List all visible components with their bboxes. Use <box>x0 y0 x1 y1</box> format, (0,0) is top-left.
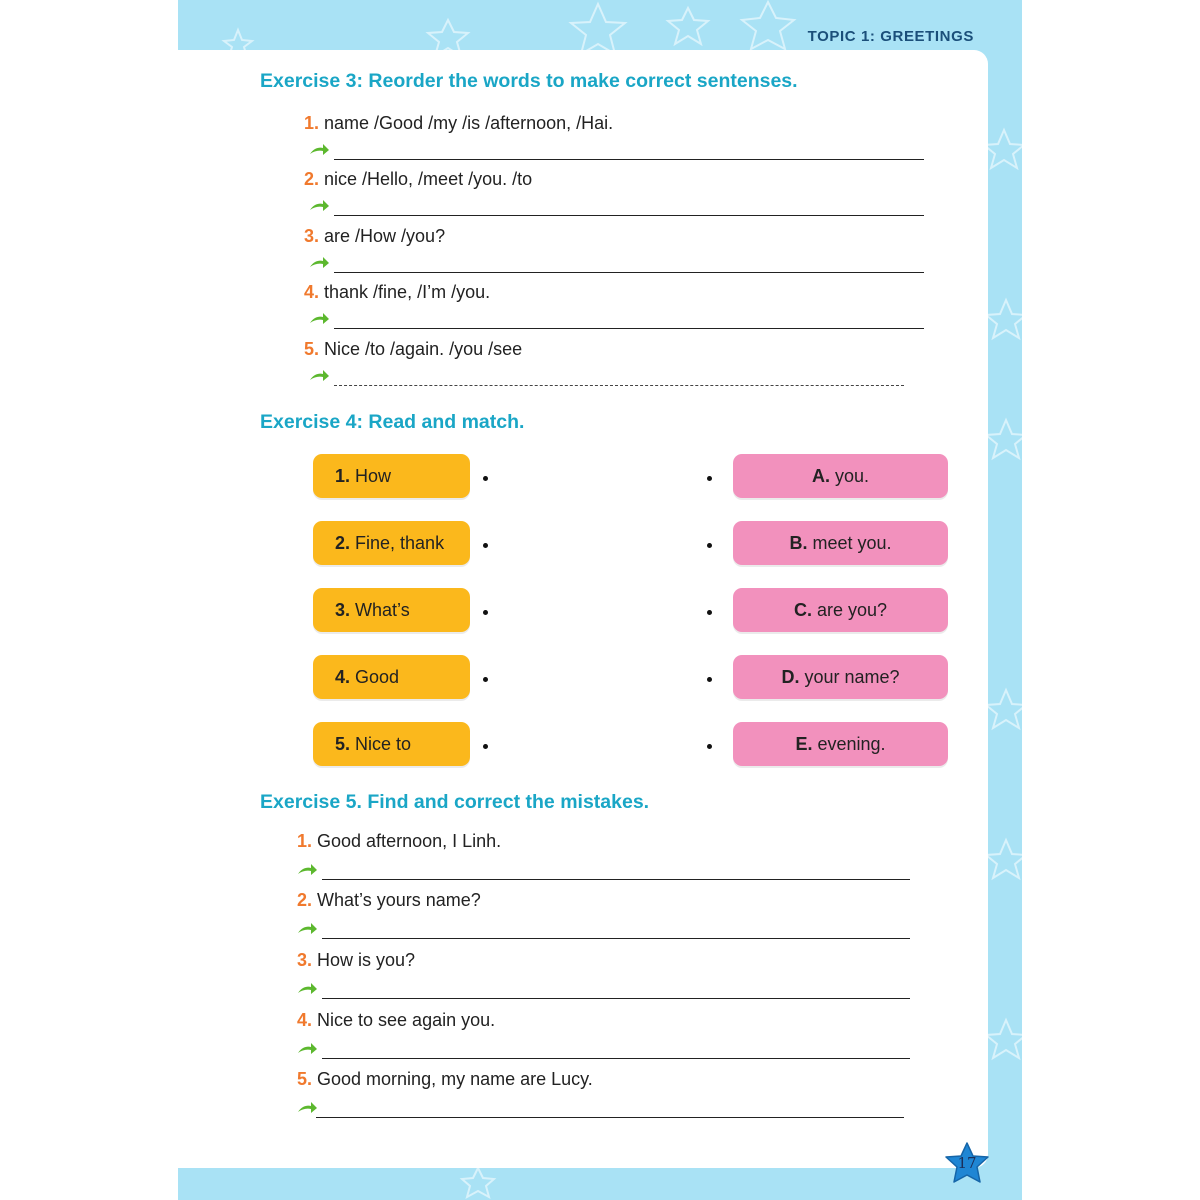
match-text: What’s <box>355 599 410 620</box>
worksheet-page <box>178 0 1022 1200</box>
arrow-right-icon <box>308 255 330 271</box>
match-number: 1. <box>335 465 351 486</box>
arrow-right-icon <box>308 368 330 384</box>
exercise-3-answer-5[interactable] <box>308 368 908 388</box>
arrow-right-icon <box>296 921 318 937</box>
match-letter: E. <box>795 733 813 754</box>
match-right-a[interactable] <box>733 454 948 498</box>
match-dot-right-c[interactable] <box>707 610 712 615</box>
match-right-d[interactable] <box>733 655 948 699</box>
arrow-right-icon <box>308 198 330 214</box>
match-letter: D. <box>781 666 800 687</box>
match-right-b[interactable] <box>733 521 948 565</box>
exercise-5-item-1 <box>297 831 501 852</box>
exercise-3-item-5 <box>304 339 522 360</box>
item-number: 3. <box>297 950 313 970</box>
match-left-3[interactable] <box>313 588 470 632</box>
arrow-right-icon <box>296 1041 318 1057</box>
answer-line[interactable] <box>334 328 924 329</box>
topic-header: TOPIC 1: GREETINGS <box>807 28 974 45</box>
match-dot-left-1[interactable] <box>483 476 488 481</box>
exercise-3-item-2 <box>304 169 532 190</box>
exercise-5-item-3 <box>297 950 415 971</box>
exercise-5-answer-5[interactable] <box>296 1100 912 1120</box>
answer-line[interactable] <box>334 159 924 160</box>
match-dot-left-5[interactable] <box>483 744 488 749</box>
arrow-right-icon <box>296 862 318 878</box>
match-dot-right-a[interactable] <box>707 476 712 481</box>
item-number: 5. <box>297 1069 313 1089</box>
item-text: name /Good /my /is /afternoon, /Hai. <box>324 113 614 133</box>
match-dot-left-2[interactable] <box>483 543 488 548</box>
match-text: Fine, thank <box>355 532 445 553</box>
match-text: Nice to <box>355 733 412 754</box>
match-text: Good <box>355 666 400 687</box>
arrow-right-icon <box>308 142 330 158</box>
match-dot-right-e[interactable] <box>707 744 712 749</box>
item-text: How is you? <box>317 950 416 970</box>
item-number: 1. <box>304 113 320 133</box>
exercise-5-title: Exercise 5. Find and correct the mistakes. <box>260 791 650 813</box>
exercise-3-answer-2[interactable] <box>308 198 924 218</box>
exercise-3-title: Exercise 3: Reorder the words to make correct sentenses. <box>260 70 798 92</box>
item-text: Nice /to /again. /you /see <box>324 339 523 359</box>
content-panel <box>178 50 988 1168</box>
item-number: 2. <box>297 890 313 910</box>
item-text: nice /Hello, /meet /you. /to <box>324 169 533 189</box>
page-number: 17 <box>957 1154 977 1172</box>
item-text: What’s yours name? <box>317 890 481 910</box>
exercise-5-answer-4[interactable] <box>296 1041 912 1061</box>
match-right-e[interactable] <box>733 722 948 766</box>
exercise-3-answer-4[interactable] <box>308 311 924 331</box>
item-number: 4. <box>304 282 320 302</box>
match-text: your name? <box>804 666 900 687</box>
match-letter: C. <box>793 599 812 620</box>
match-left-1[interactable] <box>313 454 470 498</box>
arrow-right-icon <box>296 1100 318 1116</box>
match-text: meet you. <box>812 532 892 553</box>
item-text: Good morning, my name are Lucy. <box>317 1069 593 1089</box>
match-left-4[interactable] <box>313 655 470 699</box>
exercise-5-item-5 <box>297 1069 593 1090</box>
match-left-2[interactable] <box>313 521 470 565</box>
item-text: Nice to see again you. <box>317 1010 496 1030</box>
match-letter: A. <box>811 465 830 486</box>
answer-line[interactable] <box>334 385 904 386</box>
match-left-5[interactable] <box>313 722 470 766</box>
answer-line[interactable] <box>334 215 924 216</box>
exercise-4-title: Exercise 4: Read and match. <box>260 411 525 433</box>
arrow-right-icon <box>308 311 330 327</box>
exercise-3-item-3 <box>304 226 445 247</box>
item-text: thank /fine, /I’m /you. <box>324 282 491 302</box>
exercise-3-answer-1[interactable] <box>308 142 924 162</box>
match-dot-left-4[interactable] <box>483 677 488 682</box>
match-number: 3. <box>335 599 351 620</box>
exercise-3-item-4 <box>304 282 490 303</box>
answer-line[interactable] <box>316 1117 904 1118</box>
exercise-5-answer-3[interactable] <box>296 981 912 1001</box>
match-text: How <box>355 465 392 486</box>
item-number: 3. <box>304 226 320 246</box>
match-right-c[interactable] <box>733 588 948 632</box>
answer-line[interactable] <box>322 938 910 939</box>
exercise-5-item-4 <box>297 1010 495 1031</box>
match-number: 2. <box>335 532 351 553</box>
match-dot-right-d[interactable] <box>707 677 712 682</box>
match-text: evening. <box>817 733 886 754</box>
exercise-5-item-2 <box>297 890 481 911</box>
match-text: are you? <box>816 599 888 620</box>
answer-line[interactable] <box>334 272 924 273</box>
arrow-right-icon <box>296 981 318 997</box>
match-text: you. <box>834 465 870 486</box>
answer-line[interactable] <box>322 1058 910 1059</box>
item-text: Good afternoon, I Linh. <box>317 831 502 851</box>
answer-line[interactable] <box>322 998 910 999</box>
item-number: 4. <box>297 1010 313 1030</box>
item-text: are /How /you? <box>324 226 446 246</box>
match-dot-left-3[interactable] <box>483 610 488 615</box>
match-number: 4. <box>335 666 351 687</box>
item-number: 5. <box>304 339 320 359</box>
match-letter: B. <box>789 532 808 553</box>
match-number: 5. <box>335 733 351 754</box>
exercise-3-item-1 <box>304 113 613 134</box>
item-number: 2. <box>304 169 320 189</box>
exercise-5-answer-1[interactable] <box>296 862 912 882</box>
answer-line[interactable] <box>322 879 910 880</box>
match-dot-right-b[interactable] <box>707 543 712 548</box>
exercise-3-answer-3[interactable] <box>308 255 924 275</box>
exercise-5-answer-2[interactable] <box>296 921 912 941</box>
item-number: 1. <box>297 831 313 851</box>
